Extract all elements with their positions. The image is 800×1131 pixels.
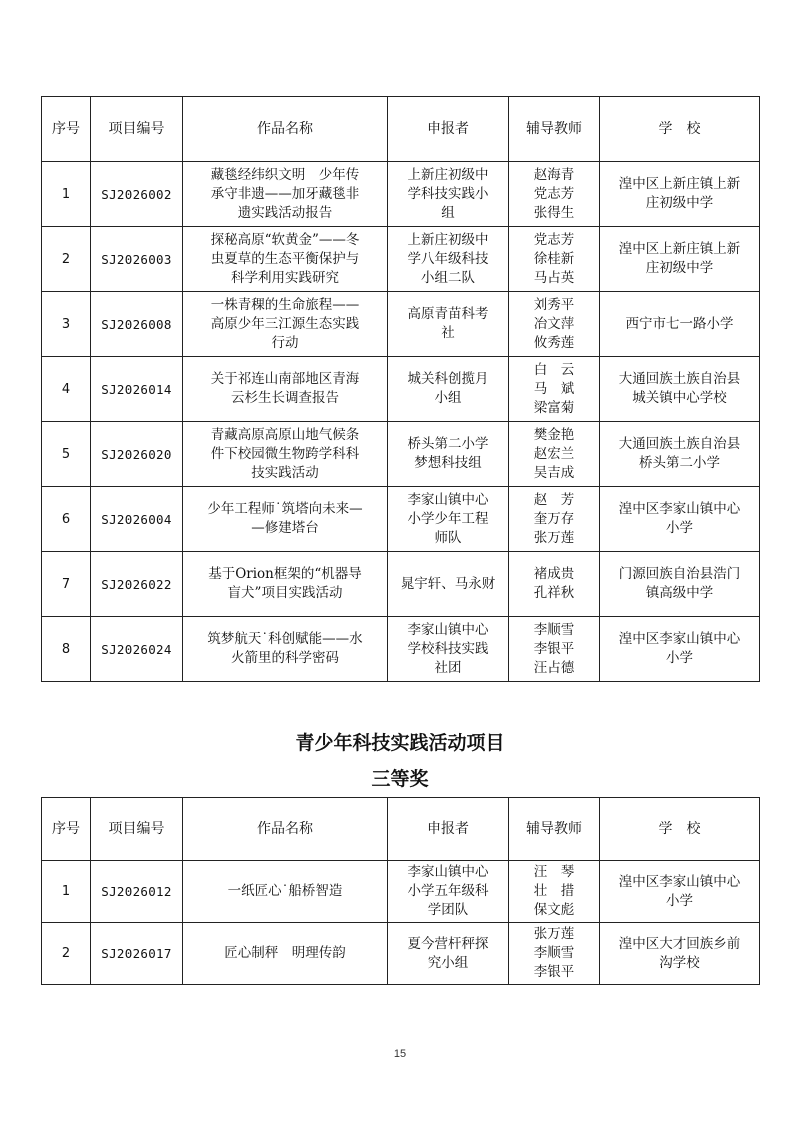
applicant-line: 组 bbox=[441, 204, 455, 221]
table-row bbox=[42, 162, 760, 227]
work-title-line: 盲犬”项目实践活动 bbox=[227, 585, 343, 601]
table-body bbox=[42, 861, 760, 985]
school-line: 湟中区上新庄镇上新 bbox=[618, 241, 741, 257]
work-title-cell bbox=[183, 162, 388, 227]
teacher-cell bbox=[509, 422, 600, 487]
teacher-cell bbox=[509, 617, 600, 682]
applicant-cell bbox=[388, 617, 509, 682]
teacher-line: 白 云 bbox=[533, 361, 575, 378]
school-cell bbox=[600, 162, 760, 227]
teacher-cell bbox=[509, 861, 600, 923]
row-index-cell: 2 bbox=[42, 923, 91, 985]
applicant-cell bbox=[388, 292, 509, 357]
header-applicant: 申报者 bbox=[388, 798, 509, 861]
row-index-cell: 3 bbox=[42, 292, 91, 357]
applicant-cell bbox=[388, 552, 509, 617]
teacher-line: 赵海青 bbox=[533, 166, 575, 183]
row-index-cell: 4 bbox=[42, 357, 91, 422]
applicant-cell bbox=[388, 227, 509, 292]
table-body bbox=[42, 162, 760, 682]
school-line: 门源回族自治县浩门 bbox=[618, 566, 741, 582]
work-title-line: 虫夏草的生态平衡保护与 bbox=[210, 250, 360, 267]
applicant-line: 社团 bbox=[434, 659, 462, 676]
applicant-line: 桥头第二小学 bbox=[407, 436, 489, 452]
row-index-cell: 1 bbox=[42, 861, 91, 923]
work-title-cell bbox=[183, 422, 388, 487]
teacher-line: 李银平 bbox=[533, 964, 575, 980]
work-title-line: 基于Orion框架的“机器导 bbox=[208, 566, 362, 582]
school-line: 湟中区李家山镇中心 bbox=[618, 873, 741, 890]
teacher-cell bbox=[509, 357, 600, 422]
row-index-cell: 1 bbox=[42, 162, 91, 227]
work-title-cell bbox=[183, 227, 388, 292]
table-row bbox=[42, 617, 760, 682]
applicant-line: 夏今营杆秤探 bbox=[407, 935, 489, 952]
teacher-line: 李银平 bbox=[533, 640, 575, 657]
work-title-line: —修建塔台 bbox=[251, 520, 319, 536]
project-code-cell: SJ2026024 bbox=[91, 617, 183, 682]
applicant-line: 城关科创揽月 bbox=[407, 371, 489, 387]
header-school: 学 校 bbox=[600, 97, 760, 162]
project-code-cell: SJ2026020 bbox=[91, 422, 183, 487]
work-title-line: 青藏高原高原山地气候条 bbox=[210, 426, 360, 443]
header-work: 作品名称 bbox=[183, 97, 388, 162]
school-line: 城关镇中心学校 bbox=[632, 390, 727, 406]
school-line: 西宁市七一路小学 bbox=[625, 315, 734, 332]
project-code-cell: SJ2026002 bbox=[91, 162, 183, 227]
teacher-cell bbox=[509, 552, 600, 617]
work-title-line: 筑梦航天˙科创赋能——水 bbox=[207, 631, 363, 647]
teacher-cell bbox=[509, 227, 600, 292]
school-cell bbox=[600, 422, 760, 487]
school-line: 桥头第二小学 bbox=[639, 455, 720, 471]
school-cell bbox=[600, 552, 760, 617]
section-title: 青少年科技实践活动项目 bbox=[295, 732, 505, 754]
school-line: 小学 bbox=[666, 520, 693, 536]
applicant-cell bbox=[388, 487, 509, 552]
row-index-cell: 5 bbox=[42, 422, 91, 487]
applicant-line: 上新庄初级中 bbox=[407, 231, 489, 248]
applicant-line: 社 bbox=[441, 325, 455, 341]
school-line: 湟中区大才回族乡前 bbox=[618, 935, 741, 952]
table-row bbox=[42, 487, 760, 552]
applicant-line: 学科技实践小 bbox=[407, 185, 489, 202]
teacher-line: 党志芳 bbox=[533, 231, 575, 248]
project-code-cell: SJ2026022 bbox=[91, 552, 183, 617]
work-title-cell bbox=[183, 357, 388, 422]
awards-table-third-prize bbox=[41, 797, 760, 985]
work-title-line: 一纸匠心˙船桥智造 bbox=[227, 883, 343, 899]
school-cell bbox=[600, 617, 760, 682]
school-line: 湟中区上新庄镇上新 bbox=[618, 176, 741, 192]
project-code-cell: SJ2026012 bbox=[91, 861, 183, 923]
project-code-cell: SJ2026003 bbox=[91, 227, 183, 292]
page-number: 15 bbox=[393, 1048, 407, 1060]
teacher-line: 张万莲 bbox=[533, 926, 575, 942]
school-line: 庄初级中学 bbox=[645, 260, 714, 276]
school-line: 湟中区李家山镇中心 bbox=[618, 631, 741, 647]
work-title-line: 关于祁连山南部地区青海 bbox=[210, 371, 360, 387]
applicant-line: 李家山镇中心 bbox=[407, 621, 489, 638]
section-subtitle: 三等奖 bbox=[371, 768, 429, 790]
applicant-line: 李家山镇中心 bbox=[407, 491, 489, 508]
school-cell bbox=[600, 357, 760, 422]
applicant-line: 小学少年工程 bbox=[407, 510, 489, 527]
applicant-cell bbox=[388, 923, 509, 985]
school-cell bbox=[600, 227, 760, 292]
school-line: 大通回族土族自治县 bbox=[618, 436, 741, 452]
teacher-line: 奎万存 bbox=[533, 510, 575, 527]
header-code: 项目编号 bbox=[91, 798, 183, 861]
school-line: 小学 bbox=[666, 650, 693, 666]
teacher-line: 攸秀莲 bbox=[533, 334, 575, 351]
header-school: 学 校 bbox=[600, 798, 760, 861]
work-title-line: 行动 bbox=[271, 334, 299, 351]
applicant-line: 小组 bbox=[434, 390, 462, 406]
work-title-line: 少年工程师˙筑塔向未来— bbox=[207, 501, 363, 517]
teacher-line: 赵 芳 bbox=[533, 491, 575, 508]
teacher-line: 梁富菊 bbox=[533, 399, 575, 416]
teacher-cell bbox=[509, 487, 600, 552]
work-title-line: 探秘高原“软黄金”——冬 bbox=[210, 231, 360, 248]
table-row bbox=[42, 923, 760, 985]
teacher-line: 褚成贵 bbox=[533, 566, 575, 582]
applicant-line: 究小组 bbox=[427, 954, 469, 971]
teacher-line: 汪 琴 bbox=[533, 864, 575, 880]
project-code-cell: SJ2026004 bbox=[91, 487, 183, 552]
row-index-cell: 8 bbox=[42, 617, 91, 682]
teacher-line: 李顺雪 bbox=[533, 945, 575, 961]
applicant-cell bbox=[388, 422, 509, 487]
teacher-cell bbox=[509, 923, 600, 985]
table-row bbox=[42, 552, 760, 617]
header-index: 序号 bbox=[42, 798, 91, 861]
table-header-row bbox=[42, 97, 760, 162]
work-title-line: 匠心制秤 明理传韵 bbox=[224, 945, 346, 961]
row-index-cell: 7 bbox=[42, 552, 91, 617]
table-row bbox=[42, 861, 760, 923]
work-title-line: 高原少年三江源生态实践 bbox=[210, 315, 360, 332]
applicant-line: 学团队 bbox=[427, 902, 469, 918]
work-title-cell bbox=[183, 617, 388, 682]
applicant-cell bbox=[388, 357, 509, 422]
school-line: 沟学校 bbox=[659, 954, 700, 971]
school-line: 庄初级中学 bbox=[645, 195, 714, 211]
school-line: 小学 bbox=[666, 892, 693, 909]
applicant-line: 学八年级科技 bbox=[407, 250, 489, 267]
teacher-line: 保文彪 bbox=[533, 902, 575, 918]
school-cell bbox=[600, 487, 760, 552]
work-title-cell bbox=[183, 861, 388, 923]
school-line: 湟中区李家山镇中心 bbox=[618, 501, 741, 517]
header-work: 作品名称 bbox=[183, 798, 388, 861]
teacher-line: 孔祥秋 bbox=[533, 585, 575, 601]
work-title-line: 藏毯经纬织文明 少年传 bbox=[210, 166, 360, 183]
teacher-line: 冶文萍 bbox=[533, 315, 575, 332]
work-title-line: 科学利用实践研究 bbox=[231, 269, 339, 286]
applicant-cell bbox=[388, 861, 509, 923]
school-line: 大通回族土族自治县 bbox=[618, 371, 741, 387]
school-cell bbox=[600, 923, 760, 985]
header-index: 序号 bbox=[42, 97, 91, 162]
work-title-line: 技实践活动 bbox=[251, 464, 319, 481]
work-title-cell bbox=[183, 487, 388, 552]
table-row bbox=[42, 422, 760, 487]
work-title-line: 一株青稞的生命旅程—— bbox=[210, 296, 360, 313]
project-code-cell: SJ2026008 bbox=[91, 292, 183, 357]
work-title-line: 承守非遗——加牙藏毯非 bbox=[210, 185, 360, 202]
teacher-line: 赵宏兰 bbox=[533, 445, 575, 462]
applicant-line: 小学五年级科 bbox=[407, 883, 489, 899]
school-cell bbox=[600, 292, 760, 357]
applicant-line: 师队 bbox=[434, 529, 462, 546]
project-code-cell: SJ2026017 bbox=[91, 923, 183, 985]
teacher-line: 汪占德 bbox=[533, 659, 575, 676]
applicant-cell bbox=[388, 162, 509, 227]
teacher-cell bbox=[509, 292, 600, 357]
teacher-line: 张万莲 bbox=[533, 529, 575, 546]
teacher-line: 樊金艳 bbox=[533, 426, 575, 443]
applicant-line: 梦想科技组 bbox=[414, 455, 482, 471]
table-row bbox=[42, 292, 760, 357]
work-title-line: 件下校园微生物跨学科科 bbox=[210, 445, 360, 462]
school-cell bbox=[600, 861, 760, 923]
teacher-line: 吴吉成 bbox=[533, 464, 575, 481]
header-teacher: 辅导教师 bbox=[509, 798, 600, 861]
teacher-line: 张得生 bbox=[533, 204, 575, 221]
applicant-line: 晁宇轩、马永财 bbox=[400, 575, 496, 592]
header-teacher: 辅导教师 bbox=[509, 97, 600, 162]
header-applicant: 申报者 bbox=[388, 97, 509, 162]
applicant-line: 学校科技实践 bbox=[407, 640, 489, 657]
teacher-cell bbox=[509, 162, 600, 227]
row-index-cell: 2 bbox=[42, 227, 91, 292]
teacher-line: 马占英 bbox=[533, 269, 575, 286]
work-title-line: 云杉生长调查报告 bbox=[231, 390, 339, 406]
applicant-line: 小组二队 bbox=[421, 269, 475, 286]
work-title-cell bbox=[183, 923, 388, 985]
teacher-line: 壮 措 bbox=[533, 883, 575, 899]
applicant-line: 李家山镇中心 bbox=[407, 864, 489, 880]
table-row bbox=[42, 357, 760, 422]
applicant-line: 高原青苗科考 bbox=[407, 306, 489, 322]
teacher-line: 党志芳 bbox=[533, 185, 575, 202]
teacher-line: 徐桂新 bbox=[533, 250, 575, 267]
teacher-line: 马 斌 bbox=[533, 380, 575, 397]
row-index-cell: 6 bbox=[42, 487, 91, 552]
awards-table-second-prize bbox=[41, 96, 760, 682]
table-header-row bbox=[42, 798, 760, 861]
teacher-line: 刘秀平 bbox=[533, 296, 575, 313]
school-line: 镇高级中学 bbox=[645, 585, 714, 601]
project-code-cell: SJ2026014 bbox=[91, 357, 183, 422]
header-code: 项目编号 bbox=[91, 97, 183, 162]
teacher-line: 李顺雪 bbox=[533, 621, 575, 638]
work-title-cell bbox=[183, 292, 388, 357]
work-title-line: 遗实践活动报告 bbox=[237, 204, 333, 221]
work-title-cell bbox=[183, 552, 388, 617]
applicant-line: 上新庄初级中 bbox=[407, 166, 489, 183]
table-row bbox=[42, 227, 760, 292]
work-title-line: 火箭里的科学密码 bbox=[231, 650, 339, 666]
